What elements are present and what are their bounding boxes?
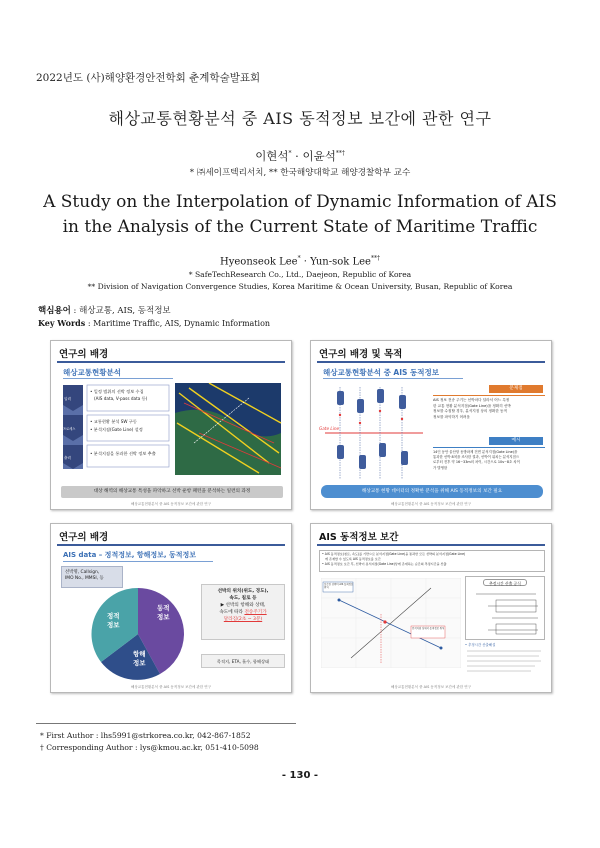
dynamic-info-label — [157, 604, 170, 622]
s4-bullet-box — [319, 550, 545, 572]
calc-note-lines — [465, 648, 545, 676]
slide-1-subtitle: 해상교통현황분석 — [63, 368, 121, 377]
s1-bullet-1: • 일정 범위의 선박 정보 수집 — [90, 389, 144, 394]
authors-korean — [0, 148, 600, 164]
keywords-en-label: Key Words — [38, 318, 86, 328]
gate-line-label: Gate Line — [319, 426, 340, 431]
dynamic-detail-2: 속도, 침로 등 — [229, 596, 257, 601]
footnote-first-author: * First Author : lhs5991@strkorea.co.kr, 042-867-1852 — [40, 731, 251, 740]
static-info-label — [107, 612, 120, 630]
dynamic-detail-4 — [205, 609, 281, 616]
step-process-label: 프로세스 — [63, 427, 76, 431]
dynamic-info-line-2: 정보 — [157, 613, 170, 621]
example-line-3: 로부터 전후 약 16~33m의 차이, 시간으로 10s~8초 차이 — [433, 460, 520, 465]
author-en-2: · Yun-sok Lee — [300, 256, 371, 268]
author-en-mark-2: **† — [370, 255, 380, 262]
example-line-1: 14인 동안 울산항 동방파제 전면 분석지점(Gate Line)을 — [433, 450, 518, 454]
s3-dynamic-box — [201, 584, 285, 640]
voyage-info-line-1: 항해 — [133, 650, 146, 658]
example-body — [433, 447, 545, 471]
s2-bottom-banner — [321, 485, 543, 498]
slide-4-footer: 해상교통현황분석 중 AIS 동적정보 보간에 관한 연구 — [391, 685, 471, 689]
formula-title: 추정시간 산출 공식 — [489, 581, 521, 586]
slide-2-subtitle: 해상교통현황분석 중 AIS 동적정보 — [323, 368, 440, 377]
author-en-mark-1: * — [297, 255, 301, 262]
slide-2-sub-underline — [323, 378, 463, 379]
problem-line-4: 정보를 파악하기 어려움 — [433, 414, 470, 419]
ais-point-1 — [338, 599, 341, 602]
conference-name: 2022년도 (사)해양환경안전학회 춘계학술발표회 — [36, 72, 261, 84]
affiliation-korean: * ㈜세이프텍리서치, ** 한국해양대학교 해양경찰학부 교수 — [189, 168, 411, 178]
title-english-line-1: A Study on the Interpolation of Dynamic Information of AIS — [43, 192, 557, 212]
static-example-2: IMO No., MMSI, 등 — [65, 576, 104, 581]
author-ko-mark-1: * — [288, 150, 292, 158]
s4-bullet-2: • AIS 동적정보 보간 후, 선박이 분석지점(Gate Line)상에 존재하는 순간의 추정시간을 산출 — [322, 562, 447, 566]
dynamic-detail-1: 선박의 위치(위도, 경도), — [217, 589, 269, 594]
s1-bullet-4: • 분석지점을 통과한 선박 정보 추출 — [90, 451, 156, 456]
voyage-info-label — [133, 650, 146, 668]
slide-3-subtitle: AIS data – 정적정보, 항해정보, 동적정보 — [63, 551, 197, 559]
ship-label: 보간된 선박의 AIS 동적정보 위치 — [324, 583, 354, 589]
dynamic-detail-red-2: 달라짐(2초 ~ 3분) — [223, 617, 263, 622]
example-box — [433, 437, 545, 481]
slide-research-background-1 — [50, 340, 292, 510]
example-line-2: 통과한 선박 8척을 조사한 결과, 선박이 위치는 분석지점으 — [433, 455, 520, 460]
author-ko-1: 이현석 — [255, 149, 289, 163]
s3-info-pie — [83, 584, 193, 684]
slide-1-footer: 해상교통현황분석 중 AIS 동적정보 보간에 관한 연구 — [131, 502, 211, 506]
dynamic-detail-red-1: 전송주기가 — [244, 610, 267, 615]
slide-2-footer: 해상교통현황분석 중 AIS 동적정보 보간에 관한 연구 — [391, 502, 471, 506]
s1-bottom-text: 대상 해역의 해상교통 특성을 파악하고 선박 운항 패턴을 분석하는 일련의 과정 — [93, 489, 251, 494]
footnote-divider — [36, 723, 296, 724]
title-korean: 해상교통현황분석 중 AIS 동적정보 보간에 관한 연구 — [108, 109, 492, 128]
slide-3-footer: 해상교통현황분석 중 AIS 동적정보 보간에 관한 연구 — [131, 685, 211, 689]
formula-graphic — [466, 586, 544, 638]
problem-header — [489, 385, 543, 393]
s1-bullet-2: • 교통현황 분석 SW 구동 — [90, 419, 137, 424]
author-ko-2: · 이윤석 — [291, 149, 336, 163]
s1-bottom-banner — [61, 486, 283, 498]
dynamic-detail-4-text: 속도에 따라 — [219, 610, 245, 615]
problem-line-2: 한 교통 현황 분석지점(Gate Line)을 정확히 선박 — [433, 403, 511, 408]
static-info-line-2: 정보 — [107, 621, 120, 629]
problem-line-3: 정보를 수집할 경우, 분석지점 상의 정확한 동적 — [433, 409, 507, 413]
slide-1-sub-underline — [63, 378, 173, 379]
slide-4-rule — [317, 544, 545, 546]
title-english — [0, 190, 600, 240]
step-output-label: 출력 — [64, 456, 71, 460]
slide-4-title: AIS 동적정보 보간 — [319, 532, 399, 543]
voyage-info-line-2: 정보 — [133, 659, 146, 667]
gate-label: 분석지점 상에서 동적정보 위치 — [412, 627, 445, 630]
formula-header — [483, 579, 527, 586]
static-info-line-1: 정적 — [107, 612, 120, 620]
s4-interpolation-plot — [321, 578, 461, 668]
s3-voyage-box — [201, 654, 285, 668]
note-line-strokes — [467, 651, 541, 671]
example-title: 예시 — [511, 438, 521, 443]
s2-bottom-text: 해상교통 현황 데이터의 정확한 분석을 위해 AIS 동적정보의 보간 필요 — [361, 489, 503, 494]
keywords-korean — [38, 304, 171, 316]
s4-bullet-1: • AIS 동적정보(침로, 속도)를 기반으로 분석지점(Gate Line)을 통과한 모든 선박의 분석지점(Gate Line) — [322, 552, 466, 556]
s1-bullet-1b: (AIS data, V-pass data 등) — [94, 396, 148, 401]
problem-body — [433, 395, 545, 420]
affiliation-english-2: ** Division of Navigation Convergence Studies, Korea Maritime & Ocean University, Busan, Republic of Korea — [87, 282, 513, 291]
keywords-english — [38, 318, 270, 328]
slide-2-title: 연구의 배경 및 목적 — [319, 349, 403, 360]
keywords-ko-label: 핵심용어 — [38, 306, 71, 316]
slide-3-sub-underline — [63, 561, 213, 562]
voyage-detail: 목적지, ETA, 흘수, 항해상태 — [216, 659, 270, 664]
dynamic-detail-3: ▶ 선박의 항해와 상태, — [220, 603, 266, 608]
crossing-point — [383, 620, 386, 623]
affiliation-english-1: * SafeTechResearch Co., Ltd., Daejeon, Republic of Korea — [188, 270, 412, 279]
step-input-label: 입력 — [64, 397, 71, 401]
calc-note-box — [465, 642, 545, 678]
footnote-corresponding-author: † Corresponding Author : lys@kmou.ac.kr, 051-410-5098 — [40, 743, 259, 752]
slide-1-process-diagram — [59, 383, 285, 483]
slide-2-rule — [317, 361, 545, 363]
problem-box — [433, 385, 545, 435]
formula-box — [465, 576, 545, 640]
ship-icons — [337, 389, 408, 469]
slide-3-title: 연구의 배경 — [59, 532, 109, 543]
author-ko-mark-2: **† — [335, 150, 345, 158]
problem-line-1: AIS 정보 전송 주기는 선박마다 달라서 어느 특정 — [433, 398, 510, 402]
page-number: - 130 - — [281, 770, 319, 781]
s1-bullet-3: • 분석지점(Gate Line) 설정 — [90, 427, 143, 432]
slide-3-rule — [57, 544, 285, 546]
static-example-1: 선박명, Callsign, — [65, 570, 100, 575]
authors-english — [0, 255, 600, 267]
s4-bullet-1b: 에 존재할 수 있도록 AIS 동적정보를 보간 — [325, 557, 381, 561]
slide-1-rule — [57, 361, 285, 363]
ais-point-2 — [440, 647, 443, 650]
example-line-4: 가 발생함 — [433, 465, 448, 470]
slide-background-purpose — [310, 340, 552, 510]
slide-ais-interpolation — [310, 523, 552, 693]
title-english-line-2: in the Analysis of the Current State of Maritime Traffic — [62, 217, 538, 237]
formula-strokes — [476, 594, 538, 634]
keywords-en-text: : Maritime Traffic, AIS, Dynamic Information — [85, 319, 271, 328]
slide-1-title: 연구의 배경 — [59, 349, 109, 360]
calc-note-title: • 추정시간 산출해설 — [465, 643, 496, 647]
example-header — [489, 437, 543, 445]
author-en-1: Hyeonseok Lee — [220, 256, 298, 268]
position-points — [339, 410, 403, 424]
slide-research-background-2 — [50, 523, 292, 693]
problem-title: 문제점 — [509, 386, 523, 391]
keywords-ko-text: : 해상교통, AIS, 동적정보 — [70, 306, 171, 316]
slide-2-ship-diagram — [319, 385, 429, 483]
dynamic-info-line-1: 동적 — [157, 604, 170, 612]
